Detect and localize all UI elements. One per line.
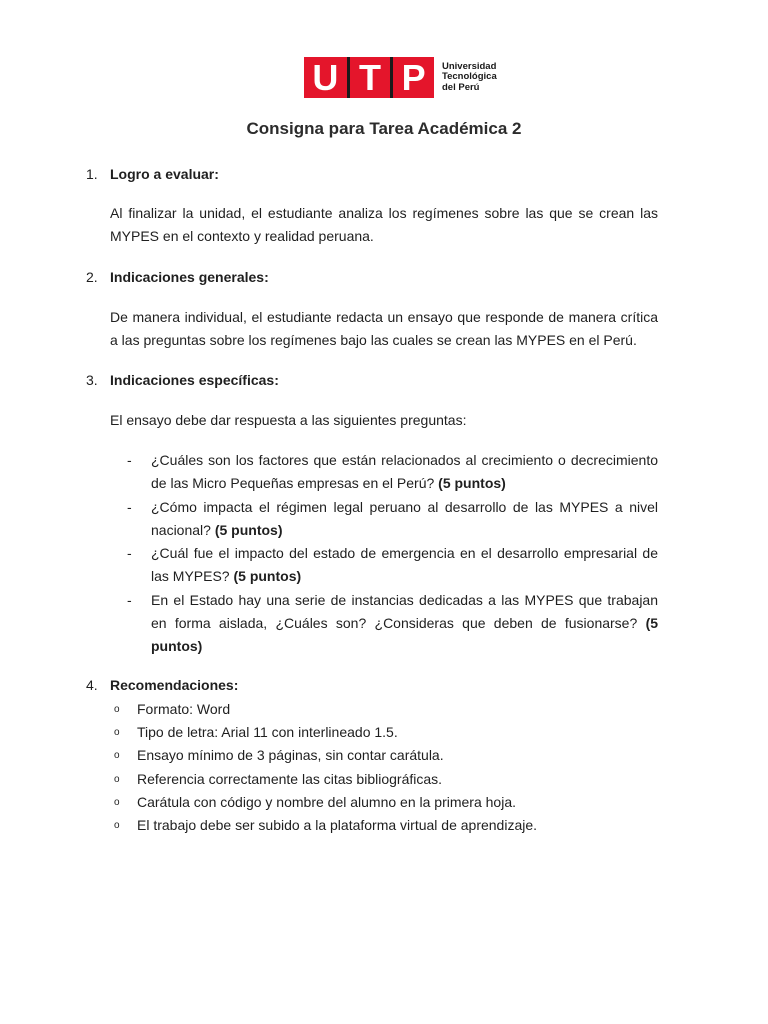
question-text: ¿Cómo impacta el régimen legal peruano al desarrollo de las MYPES a nivel nacional? (151, 498, 658, 538)
list-item (110, 698, 537, 721)
list-item (110, 791, 537, 814)
dash-bullet: - (127, 498, 132, 515)
dash-bullet: - (127, 591, 132, 608)
section-heading-indicaciones-especificas (86, 370, 279, 390)
section-number: 2. (86, 269, 98, 285)
logo-letter-u: U (312, 57, 339, 98)
questions-list (110, 449, 658, 659)
circle-bullet: o (114, 750, 120, 762)
list-item (110, 768, 537, 791)
question-text: En el Estado hay una serie de instancias dedicadas a las MYPES que trabajan en forma aislada, ¿Cuáles son? ¿Consideras que deben de fusionarse? (151, 591, 658, 632)
utp-logo (304, 57, 497, 98)
section-number: 3. (86, 372, 98, 388)
section-number: 1. (86, 166, 98, 182)
section-label: Recomendaciones: (110, 677, 239, 693)
list-item (110, 496, 658, 543)
document-title: Consigna para Tarea Académica 2 (246, 119, 522, 138)
recommendation-text: Ensayo mínimo de 3 páginas, sin contar carátula. (137, 747, 444, 764)
section-heading-indicaciones-generales (86, 267, 269, 287)
question-text: ¿Cuál fue el impacto del estado de emergencia en el desarrollo empresarial de las MYPES? (151, 545, 658, 585)
section-text-logro: Al finalizar la unidad, el estudiante analiza los regímenes sobre las que se crean las MYPES en el contexto y realidad peruana. (110, 205, 658, 244)
list-item (110, 814, 537, 837)
circle-bullet: o (114, 796, 120, 808)
question-points: (5 puntos) (214, 521, 283, 538)
recommendation-text: El trabajo debe ser subido a la plataforma virtual de aprendizaje. (137, 817, 538, 834)
dash-bullet: - (127, 545, 132, 562)
logo-university-name: Universidad Tecnológica del Perú (442, 60, 497, 93)
circle-bullet: o (114, 704, 120, 715)
question-text: ¿Cuáles son los factores que están relacionados al crecimiento o decrecimiento de las Micro Pequeñas empresas en el Perú? (151, 452, 658, 492)
question-points: (5 puntos) (233, 568, 302, 585)
section-label: Indicaciones generales: (110, 269, 269, 285)
section-text-indicaciones-generales: De manera individual, el estudiante redacta un ensayo que responde de manera crítica a las preguntas sobre los regímenes bajo las cuales se crean las MYPES en el Perú. (110, 309, 658, 348)
list-item (110, 744, 537, 767)
list-item (110, 542, 658, 589)
recommendation-text: Tipo de letra: Arial 11 con interlineado 1.5. (137, 724, 398, 741)
list-item (110, 721, 537, 744)
section-heading-logro (86, 164, 219, 184)
question-points: (5 puntos) (151, 615, 659, 655)
section-number: 4. (86, 677, 98, 693)
question-points: (5 puntos) (438, 475, 506, 492)
recommendation-text: Referencia correctamente las citas bibliográficas. (137, 770, 443, 787)
section-label: Indicaciones específicas: (110, 372, 279, 388)
section-label: Logro a evaluar: (110, 166, 219, 182)
list-item (110, 589, 658, 659)
circle-bullet: o (114, 727, 120, 739)
logo-letter-t: T (358, 57, 381, 98)
recommendation-text: Carátula con código y nombre del alumno en la primera hoja. (137, 793, 516, 810)
logo-letter-p: P (401, 57, 426, 98)
section-text-indicaciones-especificas: El ensayo debe dar respuesta a las siguientes preguntas: (110, 412, 467, 428)
recommendations-list (110, 698, 537, 837)
list-item (110, 449, 658, 496)
recommendation-text: Formato: Word (137, 701, 231, 717)
section-heading-recomendaciones (86, 675, 238, 695)
circle-bullet: o (114, 773, 120, 785)
circle-bullet: o (114, 820, 120, 832)
dash-bullet: - (127, 452, 132, 468)
utp-logo-mark (304, 57, 434, 98)
